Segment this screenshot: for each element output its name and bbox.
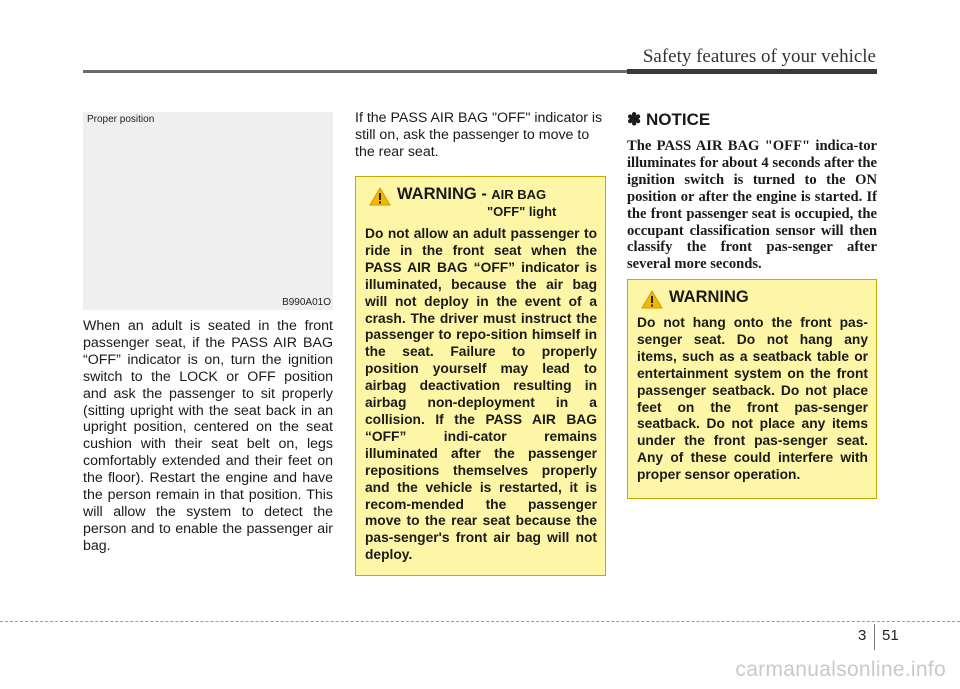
body-paragraph-2: If the PASS AIR BAG "OFF" indicator is still on, ask the passenger to move to the rear seat. xyxy=(355,110,603,160)
warning-subtitle-line2: "OFF" light xyxy=(487,204,557,219)
chapter-number: 3 xyxy=(858,627,867,644)
body-paragraph-1: When an adult is seated in the front passenger seat, if the PASS AIR BAG “OFF” indicator is on, turn the ignition switch to the LOCK or OFF position and ask the passenger to sit properly (sitting upright with the seat back in an upright position, centered on the seat cushion with their seat belt on, legs comfortably extended and their feet on the floor). Restart the engine and have the person remain in that position. This will allow the system to detect the person and to enable the passenger air bag. xyxy=(83,318,333,554)
warning-box-airbag-off xyxy=(355,176,606,576)
figure-code: B990A01O xyxy=(282,297,331,308)
notice-title: ✽ NOTICE xyxy=(627,110,711,129)
warning-triangle-icon xyxy=(369,187,391,206)
warning-body: Do not allow an adult passenger to ride in the front seat when the PASS AIR BAG “OFF” indicator is illuminated, because the air bag will not deploy in the event of a crash. The driver must instruct the passenger to repo-sition himself in the seat. Failure to properly position yourself may lead to airbag deactivation resulting in airbag non-deployment in a collision. If the PASS AIR BAG “OFF” indi-cator remains illuminated after the passenger repositions themselves properly and the vehicle is restarted, it is recom-mended the passenger move to the rear seat because the pas-senger's front air bag will not deploy. xyxy=(365,226,597,563)
warning-title: WARNING xyxy=(669,288,749,306)
header-rule xyxy=(83,70,877,73)
watermark: carmanualsonline.info xyxy=(735,658,946,681)
warning-box-seat xyxy=(627,279,877,499)
section-title: Safety features of your vehicle xyxy=(642,46,876,67)
figure-image xyxy=(83,112,333,310)
warning-header xyxy=(637,288,868,309)
warning-title-block xyxy=(397,185,546,204)
page-number: 51 xyxy=(882,627,899,644)
page-number-divider xyxy=(874,624,875,650)
warning-triangle-icon xyxy=(641,290,663,309)
warning-header xyxy=(365,185,597,206)
figure-caption: Proper position xyxy=(87,114,155,125)
notice-body: The PASS AIR BAG "OFF" indica-tor illuminates for about 4 seconds after the ignition switch is turned to the ON position or after the engine is started. If the front passenger seat is occupied, the occupant classification sensor will then classify the front pas-senger after several more seconds. xyxy=(627,138,877,273)
warning-subtitle: AIR BAG xyxy=(491,187,547,202)
warning-body: Do not hang onto the front pas-senger seat. Do not hang any items, such as a seatback table or entertainment system on the front passenger seatback. Do not place feet on the front pas-senger seatback. Do not place any items under the front pas-senger seat. Any of these could interfere with proper sensor operation. xyxy=(637,315,868,483)
footer-rule xyxy=(0,621,960,622)
warning-title: WARNING - xyxy=(397,185,487,203)
